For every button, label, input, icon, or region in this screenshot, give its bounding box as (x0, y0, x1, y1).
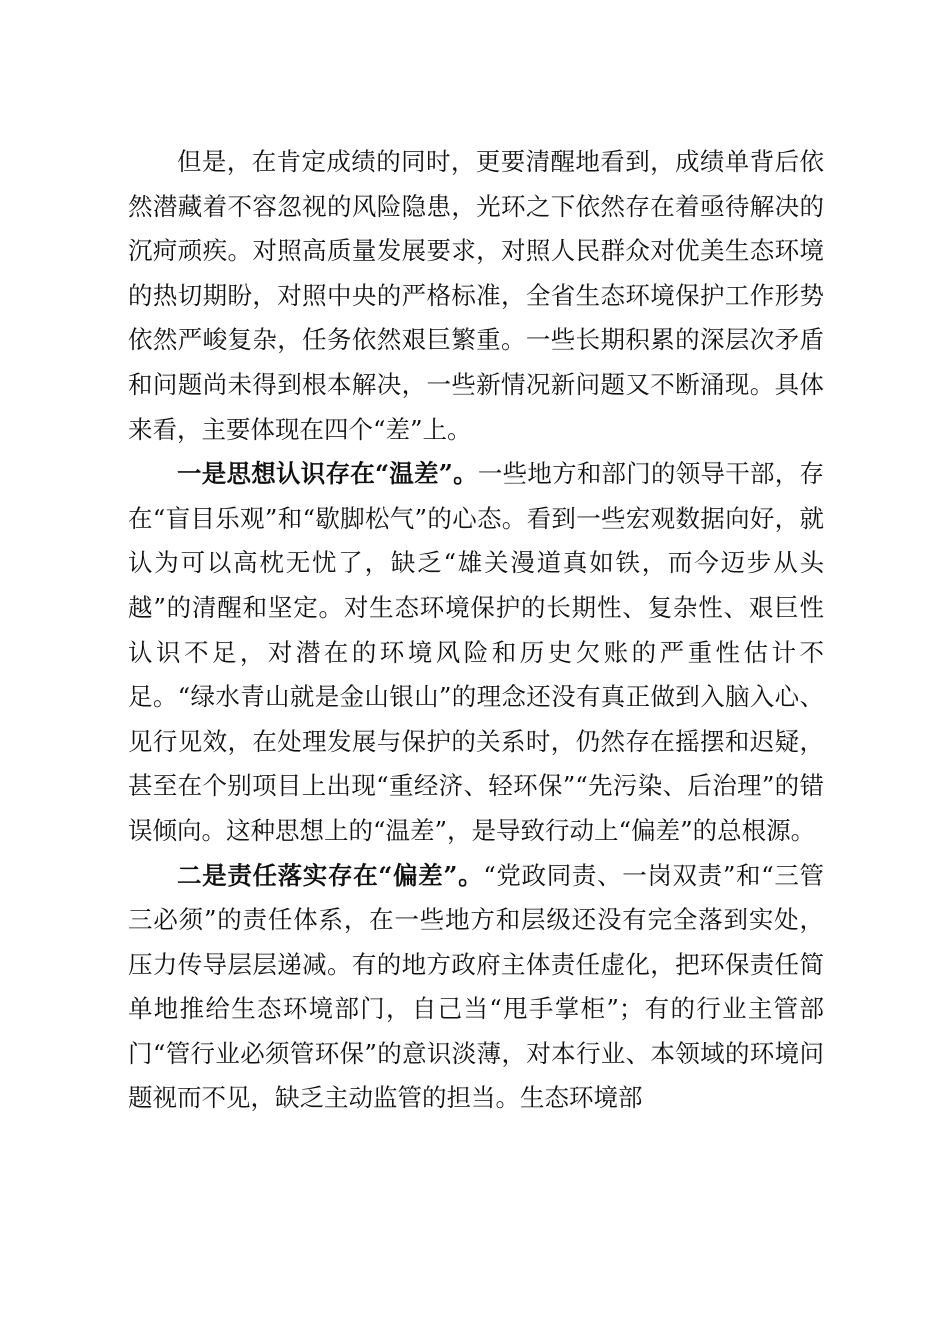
paragraph-text: “党政同责、一岗双责”和“三管三必须”的责任体系，在一些地方和层级还没有完全落到实处，压力传导层层递减。有的地方政府主体责任虚化，把环保责任简单地推给生态环境部门，自己当“甩手掌柜”；有的行业主管部门“管行业必须管环保”的意识淡薄，对本行业、本领域的环境问题视而不见，缺乏主动监管的担当。生态环境部 (128, 860, 825, 1113)
document-body (128, 140, 824, 1121)
paragraph-text: 一些地方和部门的领导干部，存在“盲目乐观”和“歇脚松气”的心态。看到一些宏观数据向好，就认为可以高枕无忧了，缺乏“雄关漫道真如铁，而今迈步从头越”的清醒和坚定。对生态环境保护的长期性、复杂性、艰巨性认识不足，对潜在的环境风险和历史欠账的严重性估计不足。“绿水青山就是金山银山”的理念还没有真正做到入脑入心、见行见效，在处理发展与保护的关系时，仍然存在摇摆和迟疑，甚至在个别项目上出现“重经济、轻环保”“先污染、后治理”的错误倾向。这种思想上的“温差”，是导致行动上“偏差”的总根源。 (128, 459, 824, 845)
paragraph-lead-heading: 一是思想认识存在“温差”。 (177, 459, 478, 489)
paragraph-text: 但是，在肯定成绩的同时，更要清醒地看到，成绩单背后依然潜藏着不容忽视的风险隐患，光环之下依然存在着亟待解决的沉疴顽疾。对照高质量发展要求，对照人民群众对优美生态环境的热切期盼，对照中央的严格标准，全省生态环境保护工作形势依然严峻复杂，任务依然艰巨繁重。一些长期积累的深层次矛盾和问题尚未得到根本解决，一些新情况新问题又不断涌现。具体来看，主要体现在四个“差”上。 (128, 147, 824, 444)
paragraph-thinking-gap (128, 452, 824, 853)
paragraph-responsibility-gap (128, 854, 824, 1122)
paragraph-lead-heading: 二是责任落实存在“偏差”。 (177, 860, 484, 890)
paragraph-risks-overview (128, 140, 824, 452)
